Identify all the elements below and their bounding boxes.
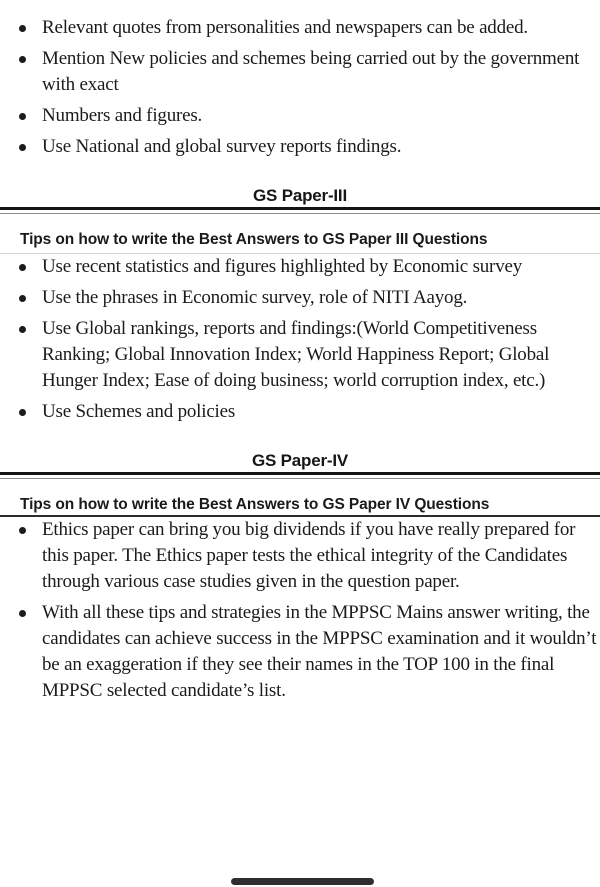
section-subheading: Tips on how to write the Best Answers to GS Paper III Questions — [20, 231, 488, 248]
bullet-icon — [19, 144, 26, 151]
section-subheading: Tips on how to write the Best Answers to GS Paper IV Questions — [20, 496, 490, 513]
bullet-icon — [19, 326, 26, 333]
list-item — [0, 399, 600, 425]
bullet-icon — [19, 610, 26, 617]
list-item — [0, 600, 600, 704]
bullet-icon — [19, 409, 26, 416]
divider — [0, 207, 600, 210]
bullet-text: Numbers and figures. — [42, 105, 203, 126]
intro-bullet-list — [0, 15, 600, 160]
bullet-text: Use the phrases in Economic survey, role of NITI Aayog. — [42, 287, 468, 308]
bullet-text: Use recent statistics and figures highlighted by Economic survey — [42, 256, 523, 277]
bullet-icon — [19, 25, 26, 32]
home-indicator-bar[interactable] — [231, 878, 374, 885]
bullet-icon — [19, 113, 26, 120]
bullet-icon — [19, 264, 26, 271]
bullet-text: With all these tips and strategies in the MPPSC Mains answer writing, the candidates can achieve success in the MPPSC examination and it wouldn’t be an exaggeration if they see their names in the TOP 100 in the final MPPSC selected candidate’s list. — [42, 602, 597, 701]
section-heading: GS Paper-III — [253, 186, 347, 205]
list-item — [0, 15, 600, 41]
bullet-icon — [19, 527, 26, 534]
list-item — [0, 46, 600, 98]
bullet-text: Use National and global survey reports findings. — [42, 136, 402, 157]
bullet-text: Mention New policies and schemes being carried out by the government with exact — [42, 48, 580, 95]
bullet-text: Use Schemes and policies — [42, 401, 236, 422]
gs3-bullet-list — [0, 254, 600, 425]
divider — [0, 478, 600, 479]
bullet-icon — [19, 295, 26, 302]
list-item — [0, 103, 600, 129]
list-item — [0, 517, 600, 595]
section-gs-paper-3 — [0, 186, 600, 425]
gs4-bullet-list — [0, 517, 600, 704]
divider — [0, 213, 600, 214]
divider — [0, 472, 600, 475]
list-item — [0, 134, 600, 160]
bullet-text: Relevant quotes from personalities and newspapers can be added. — [42, 17, 528, 38]
bullet-text: Ethics paper can bring you big dividends if you have really prepared for this paper. The Ethics paper tests the ethical integrity of the Candidates through various case studies given in the question paper. — [42, 519, 576, 592]
list-item — [0, 254, 600, 280]
list-item — [0, 285, 600, 311]
section-gs-paper-4 — [0, 451, 600, 704]
bullet-icon — [19, 56, 26, 63]
list-item — [0, 316, 600, 394]
section-heading: GS Paper-IV — [251, 451, 349, 470]
bullet-text: Use Global rankings, reports and findings:(World Competitiveness Ranking; Global Innovation Index; World Happiness Report; Global Hunger Index; Ease of doing business; world corruption index, etc.) — [42, 318, 550, 391]
